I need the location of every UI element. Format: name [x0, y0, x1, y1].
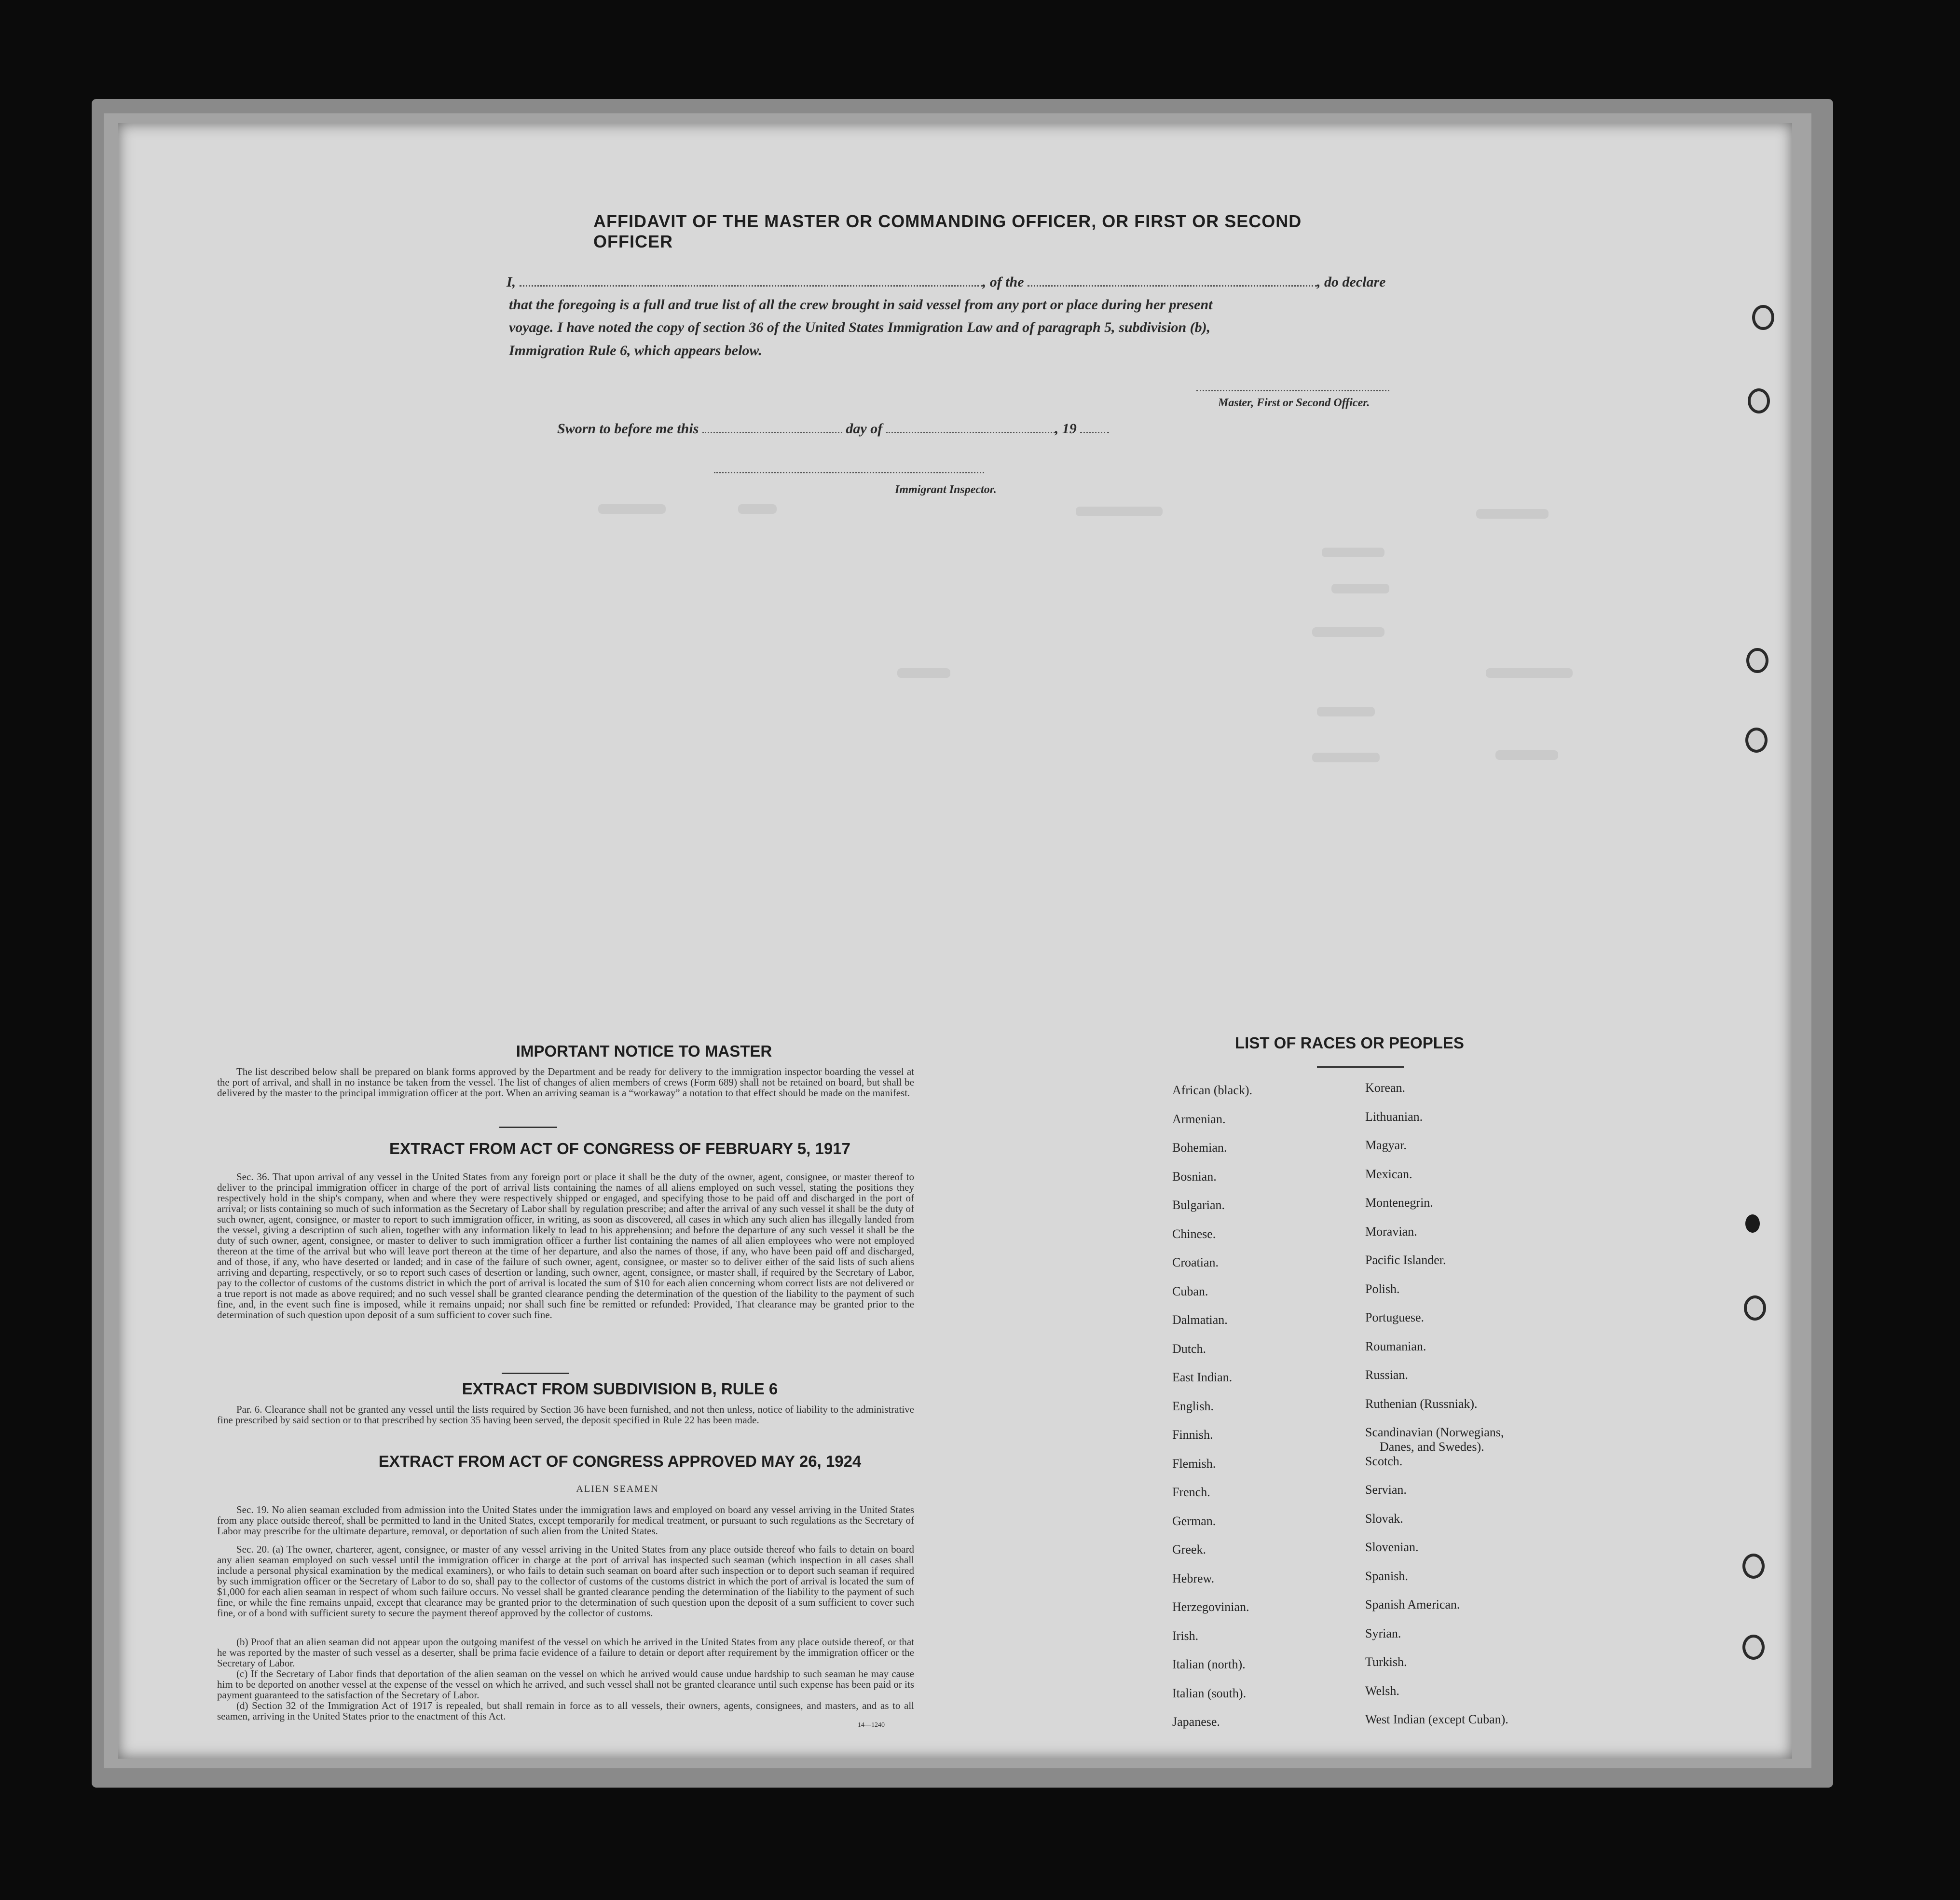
races-right-column: [1365, 1081, 1508, 1741]
race-item: Spanish American.: [1365, 1597, 1460, 1611]
extract-1917-title: EXTRACT FROM ACT OF CONGRESS OF FEBRUARY 5, 1917: [389, 1140, 850, 1157]
race-item: Hebrew.: [1172, 1571, 1215, 1585]
race-item: Dutch.: [1172, 1341, 1206, 1356]
race-item: Dalmatian.: [1172, 1313, 1228, 1327]
section-20c-text: (c) If the Secretary of Labor finds that deportation of the alien seaman on the vessel on which he arrived would cause undue hardship to such seaman he may cause him to be deported on another vessel at the expense of the vessel on which he arrived, and such vessel shall not be granted clearance until such expense has been paid or its payment guaranteed to the satisfaction of the Secretary of Labor.: [217, 1668, 914, 1701]
sworn-prefix: Sworn to before me this: [557, 421, 699, 437]
race-item: Cuban.: [1172, 1284, 1208, 1298]
races-title: LIST OF RACES OR PEOPLES: [1235, 1034, 1464, 1052]
bleed-through-mark: [1317, 707, 1375, 716]
bleed-through-mark: [1495, 750, 1558, 760]
affidavit-title: AFFIDAVIT OF THE MASTER OR COMMANDING OFFICER, OR FIRST OR SECOND OFFICER: [593, 211, 1302, 251]
extract-divider: [502, 1373, 569, 1374]
race-item: Bosnian.: [1172, 1169, 1217, 1184]
race-item: Servian.: [1365, 1483, 1407, 1497]
race-item: African (black).: [1172, 1083, 1253, 1097]
race-item: Pacific Islander.: [1365, 1253, 1446, 1267]
punch-hole-icon: [1742, 1635, 1765, 1660]
race-item: Portuguese.: [1365, 1310, 1425, 1324]
sworn-line: [557, 421, 1109, 437]
sworn-year: , 19: [1055, 421, 1077, 437]
race-item: Mexican.: [1365, 1167, 1412, 1181]
race-item: Polish.: [1365, 1281, 1400, 1296]
bleed-through-mark: [1312, 753, 1380, 762]
sworn-day-of: day of: [846, 421, 883, 437]
alien-seamen-heading: ALIEN SEAMEN: [576, 1484, 659, 1494]
race-item: Chinese.: [1172, 1226, 1216, 1241]
race-item: Scandinavian (Norwegians,: [1365, 1425, 1504, 1439]
punch-hole-icon: [1752, 305, 1774, 330]
section-20b-text: (b) Proof that an alien seaman did not appear upon the outgoing manifest of the vessel on which he arrived in the United States from any place outside thereof, or that he was reported by the master of such vessel as a deserter, shall be prima facie evidence of a failure to detain or deport after requirement by the immigration officer or the Secretary of Labor.: [217, 1636, 914, 1669]
races-divider: [1317, 1066, 1404, 1068]
race-item: English.: [1172, 1399, 1214, 1413]
vessel-name-field[interactable]: [1028, 285, 1317, 287]
race-item: West Indian (except Cuban).: [1365, 1712, 1508, 1726]
bleed-through-mark: [1076, 507, 1163, 516]
race-item: Syrian.: [1365, 1626, 1401, 1640]
race-item: Italian (south).: [1172, 1686, 1247, 1700]
race-item-scandinavian: [1365, 1425, 1508, 1454]
race-item: Slovak.: [1365, 1511, 1403, 1526]
declaration-i: I,: [507, 274, 516, 290]
race-item: Ruthenian (Russniak).: [1365, 1396, 1478, 1411]
race-item: Croatian.: [1172, 1255, 1219, 1269]
extract-1917-text: Sec. 36. That upon arrival of any vessel in the United States from any foreign port or place it shall be the duty of the owner, agent, consignee, or master thereof to deliver to the principal immigration officer in charge of the port of arrival lists containing the names of all aliens employed on such vessel, stating the positions they respectively hold in the ship's company, when and where they were respectively shipped or engaged, and specifying those to be paid off and discharged in the port of arrival; or lists containing so much of such information as the Secretary of Labor shall by regulation prescribe; and after the arrival of any such vessel it shall be the duty of such owner, agent, consignee, or master to report to such immigration officer, in writing, as soon as discovered, all cases in which any such alien has illegally landed from the vessel, giving a description of such alien, together with any information likely to lead to his apprehension; and before the departure of any such vessel it shall be the duty of such owner, agent, consignee, or master to deliver to such immigration officer a further list containing the names of all alien employees who were not employed thereon at the time of the arrival but who will leave port thereon at the time of her departure, and also the names of those, if any, who have been paid off and discharged, and of those, if any, who have deserted or landed; and in case of the failure of such owner, agent, consignee, or master so to deliver either of the said lists of such aliens arriving and departing, respectively, or so to report such cases of desertion or landing, such owner, agent, consignee, or master shall, if required by the Secretary of Labor, pay to the collector of customs of the customs district in which the port of arrival is located the sum of $10 for each alien concerning whom correct lists are not delivered or a true report is not made as above required; and no such vessel shall be granted clearance pending the determination of the question of the liability to the payment of such fine, and, in the event such fine is imposed, while it remains unpaid; nor shall such fine be remitted or refunded: Provided, That clearance may be granted prior to the determination of such question upon deposit of a sum sufficient to cover such fine.: [217, 1171, 914, 1321]
race-item: East Indian.: [1172, 1370, 1233, 1384]
punch-hole-icon: [1744, 1295, 1766, 1321]
race-item: Scotch.: [1365, 1454, 1403, 1468]
race-item: Flemish.: [1172, 1456, 1216, 1471]
extract-1924-title: EXTRACT FROM ACT OF CONGRESS APPROVED MAY 26, 1924: [378, 1452, 862, 1470]
bleed-through-mark: [598, 504, 666, 514]
bleed-through-mark: [897, 668, 950, 678]
rule-6-text: Par. 6. Clearance shall not be granted any vessel until the lists required by Section 36 have been furnished, and not then unless, notice of liability to the administrative fine prescribed by said section or to that prescribed by section 35 having been served, the deposit specified in Rule 22 has been made.: [217, 1404, 914, 1426]
declaration-text-3: Immigration Rule 6, which appears below.: [509, 343, 762, 358]
rule-6-title: EXTRACT FROM SUBDIVISION B, RULE 6: [462, 1380, 778, 1398]
section-19-text: Sec. 19. No alien seaman excluded from admission into the United States under the immigration laws and employed on board any vessel arriving in the United States from any place outside thereof, shall be permitted to land in the United States, except temporarily for medical treatment, or pursuant to such regulations as the Secretary of Labor may prescribe for the ultimate departure, removal, or deportation of such alien from the United States.: [217, 1504, 914, 1537]
race-item: Slovenian.: [1365, 1540, 1419, 1554]
race-item: Magyar.: [1365, 1138, 1407, 1152]
section-20d-text: (d) Section 32 of the Immigration Act of 1917 is repealed, but shall remain in force as to all vessels, their owners, agents, consignees, and masters, and as to all seamen, arriving in the United States prior to the enactment of this Act.: [217, 1700, 914, 1722]
notice-divider: [499, 1127, 557, 1128]
declaration-text-2: voyage. I have noted the copy of section 36 of the United States Immigration Law and of paragraph 5, subdivision (b),: [509, 319, 1211, 335]
form-number: 14—1240: [858, 1721, 885, 1729]
section-20a-text: Sec. 20. (a) The owner, charterer, agent, consignee, or master of any vessel arriving in the United States from any place outside thereof who fails to detain on board any alien seaman employed on such vessel until the immigration officer in charge at the port of arrival has inspected such seaman (which inspection in all cases shall include a personal physical examination by the medical examiners), or who fails to detain such seaman on board after such inspection or to deport such seaman if required by such immigration officer or the Secretary of Labor to do so, shall pay to the collector of customs of the customs district in which the port of arrival is located the sum of $1,000 for each alien seaman in respect of whom such failure occurs. No vessel shall be granted clearance pending the determination of the liability to the payment of such fine, or while the fine remains unpaid, except that clearance may be granted prior to the determination of such question upon the deposit of a sum sufficient to cover such fine, or of a bond with sufficient surety to secure the payment thereof approved by the collector of customs.: [217, 1543, 914, 1619]
race-item: Bohemian.: [1172, 1141, 1227, 1155]
race-item: Bulgarian.: [1172, 1198, 1225, 1212]
inspector-signature-line[interactable]: [714, 472, 984, 473]
declaration-do-declare: , do declare: [1317, 274, 1386, 290]
race-item: German.: [1172, 1514, 1216, 1528]
race-item: Lithuanian.: [1365, 1109, 1423, 1124]
bleed-through-mark: [1331, 584, 1389, 593]
race-item: French.: [1172, 1485, 1210, 1499]
bleed-through-mark: [1322, 548, 1384, 557]
race-item: Welsh.: [1365, 1683, 1399, 1698]
master-caption: Master, First or Second Officer.: [1218, 397, 1370, 409]
race-item: Montenegrin.: [1365, 1196, 1433, 1210]
race-item: Greek.: [1172, 1542, 1206, 1556]
bleed-through-mark: [1476, 509, 1549, 519]
race-item: Italian (north).: [1172, 1657, 1246, 1671]
bleed-through-mark: [1486, 668, 1573, 678]
race-item: Spanish.: [1365, 1569, 1408, 1583]
race-item: Irish.: [1172, 1628, 1199, 1643]
notice-text: The list described below shall be prepared on blank forms approved by the Department and be ready for delivery to the immigration inspector boarding the vessel at the port of arrival, and shall in no instance be taken from the vessel. The list of changes of alien members of crews (Form 689) shall not be retained on board, but shall be delivered by the master to the principal immigration officer at the port. When an arriving seaman is a “workaway” a notation to that effect should be made on the manifest.: [217, 1066, 914, 1099]
declaration-line: [507, 274, 1737, 290]
sworn-month-field[interactable]: [886, 432, 1055, 433]
punch-hole-icon: [1742, 1554, 1765, 1579]
race-item: Finnish.: [1172, 1428, 1213, 1442]
race-item: Armenian.: [1172, 1112, 1226, 1126]
declaration-of-the: , of the: [982, 274, 1024, 290]
sworn-date-field[interactable]: [702, 432, 842, 433]
master-signature-line[interactable]: [1196, 390, 1389, 391]
race-item-continuation: Danes, and Swedes).: [1380, 1440, 1484, 1454]
inspector-caption: Immigrant Inspector.: [895, 483, 997, 496]
bleed-through-mark: [1312, 627, 1384, 637]
bleed-through-mark: [738, 504, 777, 514]
punch-hole-icon: [1745, 728, 1768, 753]
notice-title: IMPORTANT NOTICE TO MASTER: [516, 1042, 772, 1060]
race-item: Roumanian.: [1365, 1339, 1426, 1353]
punch-hole-icon: [1745, 1214, 1760, 1233]
race-item: Japanese.: [1172, 1715, 1220, 1729]
punch-hole-icon: [1748, 388, 1770, 413]
declaration-text-1: that the foregoing is a full and true list of all the crew brought in said vessel from any port or place during her present: [509, 297, 1213, 313]
race-item: Russian.: [1365, 1368, 1408, 1382]
sworn-year-field[interactable]: [1080, 432, 1109, 433]
race-item: Moravian.: [1365, 1224, 1417, 1239]
races-left-column: [1172, 1083, 1252, 1744]
race-item: Korean.: [1365, 1081, 1406, 1095]
punch-hole-icon: [1746, 648, 1768, 673]
officer-name-field[interactable]: [520, 285, 983, 287]
race-item: Turkish.: [1365, 1655, 1407, 1669]
race-item: Herzegovinian.: [1172, 1600, 1249, 1614]
